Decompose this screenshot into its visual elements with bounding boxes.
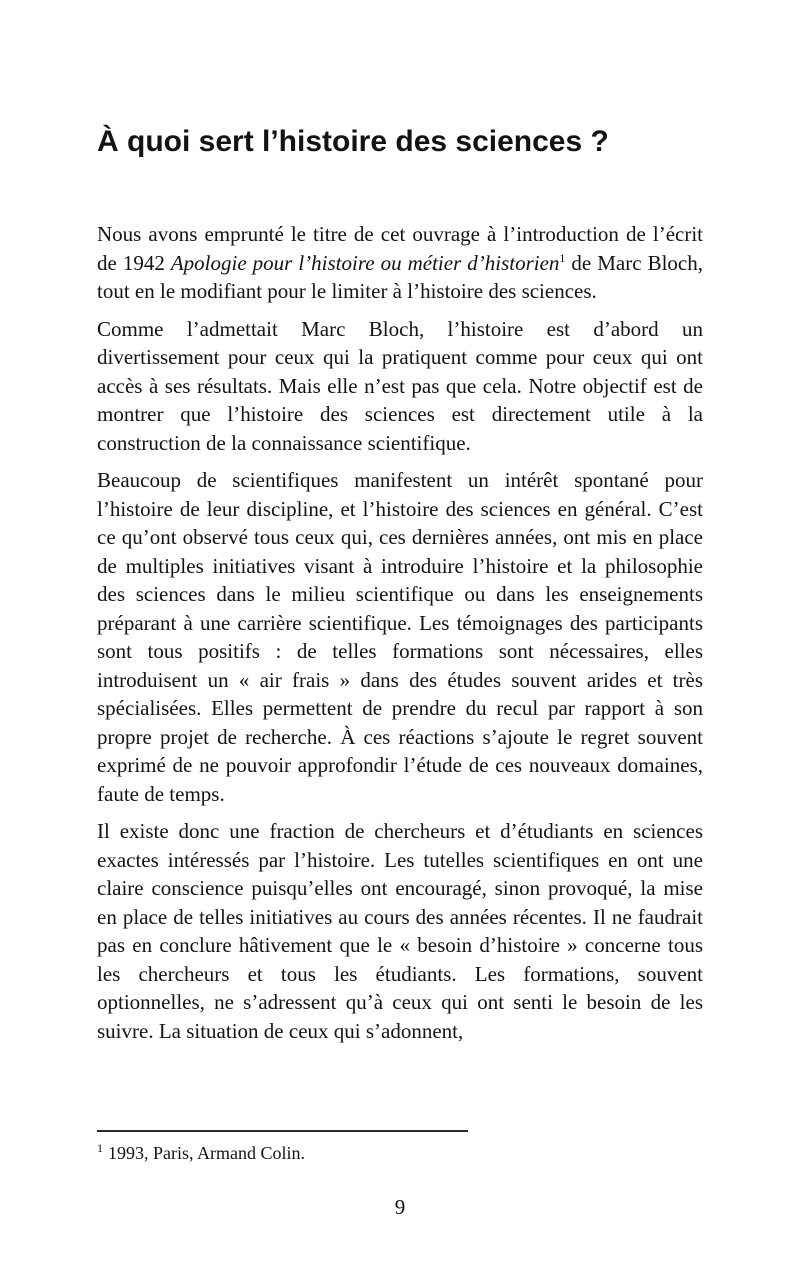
page-number: 9 (394, 1195, 406, 1219)
paragraph-3: Beaucoup de scientifiques manifestent un intérêt spontané pour l’histoire de leur discipline, et l’histoire des sciences en général. C’est ce qu’ont observé tous ceux qui, ces dernières années, ont mis en place de multiples initiatives visant à introduire l’histoire et la philosophie des sciences dans le milieu scientifique ou dans les enseignements préparant à une carrière scientifique. Les témoignages des participants sont tous positifs : de telles formations sont nécessaires, elles introduisent un « air frais » dans des études souvent arides et très spécialisées. Elles permettent de prendre du recul par rapport à son propre projet de recherche. À ces réactions s’ajoute le regret souvent exprimé de ne pouvoir approfondir l’étude de ces nouveaux domaines, faute de temps. (97, 468, 703, 806)
text-block (97, 0, 703, 1054)
paragraph-1-text: Nous avons emprunté le titre de cet ouvrage à l’introduction de l’écrit de 1942 (97, 222, 703, 275)
paragraph-4: Il existe donc une fraction de chercheurs et d’étudiants en sciences exactes intéressés par l’histoire. Les tutelles scientifiques en ont une claire conscience puisqu’elles ont encouragé, sinon provoqué, la mise en place de telles initiatives au cours des années récentes. Il ne faudrait pas en conclure hâtivement que le « besoin d’histoire » concerne tous les chercheurs et tous les étudiants. Les formations, souvent optionnelles, ne s’adressent qu’à ceux qui ont senti le besoin de les suivre. La situation de ceux qui s’adonnent, (97, 819, 703, 1043)
footnote-marker: 1 (97, 1141, 103, 1155)
paragraph-2: Comme l’admettait Marc Bloch, l’histoire est d’abord un divertissement pour ceux qui la pratiquent comme pour ceux qui ont accès à ses résultats. Mais elle n’est pas que cela. Notre objectif est de montrer que l’histoire des sciences est directement utile à la construction de la connaissance scientifique. (97, 316, 703, 455)
footnote-text: 1993, Paris, Armand Colin. (108, 1143, 305, 1163)
paragraph-1-text-cont: de Marc Bloch, tout en le modifiant pour le limiter à l’histoire des sciences. (97, 250, 703, 303)
book-title-italic: Apologie pour l’histoire ou métier d’historien (170, 250, 560, 275)
chapter-title: À quoi sert l’histoire des sciences ? (97, 125, 609, 158)
footnote-divider (97, 1130, 468, 1132)
footnote (97, 1141, 703, 1165)
paragraph-1 (97, 220, 703, 306)
footnote-reference: 1 (559, 250, 566, 265)
